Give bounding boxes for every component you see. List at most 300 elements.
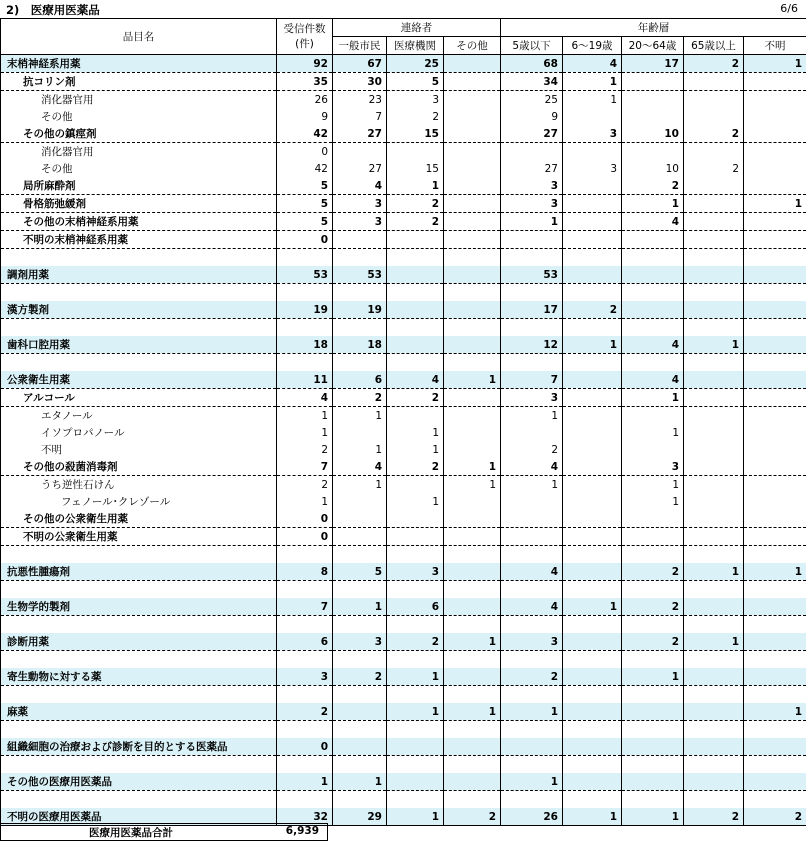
- row-value: [444, 773, 501, 791]
- row-value: [444, 493, 501, 510]
- column-group-contact: 連絡者: [333, 19, 501, 37]
- row-value: [684, 407, 744, 425]
- row-name: 生物学的製剤: [1, 598, 277, 616]
- spacer-cell: [622, 756, 684, 774]
- table-row: [1, 177, 806, 195]
- spacer-cell: [684, 651, 744, 669]
- row-value: [444, 301, 501, 319]
- row-value: [444, 336, 501, 354]
- row-value: [744, 160, 806, 177]
- row-value: 30: [333, 73, 387, 91]
- row-value: [744, 493, 806, 510]
- column-header-public: 一般市民: [333, 37, 387, 55]
- spacer-cell: [622, 721, 684, 739]
- spacer-row: [1, 319, 806, 337]
- spacer-cell: [444, 756, 501, 774]
- row-value: [684, 668, 744, 686]
- row-name: 漢方製剤: [1, 301, 277, 319]
- row-value: 19: [333, 301, 387, 319]
- table-row: [1, 389, 806, 407]
- row-value: 3: [333, 633, 387, 651]
- row-value: 7: [333, 108, 387, 125]
- row-value: 1: [387, 493, 444, 510]
- table-row: [1, 528, 806, 546]
- spacer-cell: [563, 721, 622, 739]
- spacer-cell: [684, 354, 744, 372]
- row-value: [622, 773, 684, 791]
- spacer-cell: [333, 756, 387, 774]
- grand-total-label: 医療用医薬品合計: [89, 827, 173, 839]
- spacer-cell: [684, 721, 744, 739]
- row-value: 19: [277, 301, 333, 319]
- table-row: [1, 493, 806, 510]
- row-value: 3: [563, 125, 622, 143]
- row-value: [744, 213, 806, 231]
- row-value: 6: [277, 633, 333, 651]
- spacer-cell: [684, 249, 744, 267]
- row-value: 2: [277, 703, 333, 721]
- row-value: 1: [387, 703, 444, 721]
- table-row: [1, 738, 806, 756]
- row-value: 2: [387, 389, 444, 407]
- row-value: 4: [622, 336, 684, 354]
- spacer-cell: [501, 686, 563, 704]
- row-value: [744, 371, 806, 389]
- row-value: [744, 301, 806, 319]
- row-value: [744, 738, 806, 756]
- spacer-cell: [444, 581, 501, 599]
- row-value: 2: [387, 108, 444, 125]
- row-value: 2: [684, 125, 744, 143]
- spacer-cell: [387, 616, 444, 634]
- spacer-cell: [563, 581, 622, 599]
- row-value: [622, 143, 684, 161]
- row-value: 2: [444, 808, 501, 826]
- spacer-row: [1, 721, 806, 739]
- row-value: 11: [277, 371, 333, 389]
- row-value: [684, 458, 744, 476]
- spacer-cell: [684, 756, 744, 774]
- row-value: [563, 195, 622, 213]
- row-name: その他の医療用医薬品: [1, 773, 277, 791]
- row-value: [744, 476, 806, 494]
- row-value: [744, 143, 806, 161]
- row-value: [387, 738, 444, 756]
- spacer-cell: [744, 791, 806, 809]
- spacer-cell: [744, 249, 806, 267]
- row-value: 53: [277, 266, 333, 284]
- column-header-count: 受信件数 (件): [277, 19, 333, 55]
- row-value: [501, 231, 563, 249]
- row-value: 5: [387, 73, 444, 91]
- row-value: 3: [501, 389, 563, 407]
- row-value: 1: [277, 407, 333, 425]
- row-value: [684, 424, 744, 441]
- spacer-cell: [387, 546, 444, 564]
- row-value: 6: [387, 598, 444, 616]
- row-value: [444, 143, 501, 161]
- row-value: [444, 407, 501, 425]
- row-value: 5: [277, 177, 333, 195]
- row-value: 4: [333, 458, 387, 476]
- row-value: 4: [501, 598, 563, 616]
- row-value: 1: [444, 458, 501, 476]
- row-value: [684, 143, 744, 161]
- spacer-cell: [563, 319, 622, 337]
- row-value: 29: [333, 808, 387, 826]
- row-name: 公衆衛生用薬: [1, 371, 277, 389]
- row-value: 3: [387, 563, 444, 581]
- row-value: [444, 91, 501, 109]
- row-value: [501, 143, 563, 161]
- row-value: 2: [277, 476, 333, 494]
- row-value: [744, 266, 806, 284]
- row-value: [563, 108, 622, 125]
- row-value: 18: [277, 336, 333, 354]
- row-value: [744, 91, 806, 109]
- row-value: 2: [563, 301, 622, 319]
- spacer-cell: [277, 319, 333, 337]
- spacer-row: [1, 354, 806, 372]
- row-value: [744, 108, 806, 125]
- row-value: [563, 407, 622, 425]
- row-value: 2: [501, 668, 563, 686]
- table-row: [1, 213, 806, 231]
- row-value: [444, 177, 501, 195]
- row-value: 2: [684, 808, 744, 826]
- row-value: 4: [333, 177, 387, 195]
- row-value: [387, 143, 444, 161]
- row-value: [444, 563, 501, 581]
- row-value: 1: [277, 493, 333, 510]
- row-value: [563, 563, 622, 581]
- row-value: 15: [387, 160, 444, 177]
- grand-total-box: [0, 823, 328, 841]
- row-value: [563, 510, 622, 528]
- spacer-cell: [501, 721, 563, 739]
- row-value: 1: [563, 808, 622, 826]
- spacer-cell: [444, 791, 501, 809]
- row-value: [744, 336, 806, 354]
- spacer-cell: [622, 791, 684, 809]
- row-value: [444, 424, 501, 441]
- grand-total-value: 6,939: [285, 825, 319, 837]
- row-value: [444, 73, 501, 91]
- row-value: [333, 528, 387, 546]
- row-value: [684, 528, 744, 546]
- spacer-row: [1, 651, 806, 669]
- spacer-cell: [444, 616, 501, 634]
- row-value: [622, 91, 684, 109]
- row-value: 1: [622, 808, 684, 826]
- row-value: 3: [333, 195, 387, 213]
- row-value: 3: [563, 160, 622, 177]
- spacer-cell: [563, 284, 622, 302]
- row-value: [444, 231, 501, 249]
- row-value: 2: [333, 668, 387, 686]
- table-row: [1, 371, 806, 389]
- row-value: [333, 493, 387, 510]
- spacer-cell: [277, 651, 333, 669]
- spacer-cell: [444, 284, 501, 302]
- table-row: [1, 441, 806, 458]
- row-value: [387, 773, 444, 791]
- row-value: 1: [387, 808, 444, 826]
- spacer-cell: [501, 354, 563, 372]
- row-value: 1: [387, 441, 444, 458]
- row-value: [744, 458, 806, 476]
- row-value: [563, 143, 622, 161]
- row-value: [501, 738, 563, 756]
- row-value: 1: [744, 563, 806, 581]
- row-value: [563, 424, 622, 441]
- row-value: 1: [387, 668, 444, 686]
- spacer-cell: [1, 546, 277, 564]
- row-value: 3: [501, 633, 563, 651]
- row-name: 寄生動物に対する薬: [1, 668, 277, 686]
- row-value: 1: [501, 213, 563, 231]
- row-value: [684, 598, 744, 616]
- table-row: [1, 143, 806, 161]
- row-value: [563, 213, 622, 231]
- spacer-cell: [277, 284, 333, 302]
- spacer-cell: [744, 354, 806, 372]
- spacer-cell: [1, 651, 277, 669]
- row-value: 1: [333, 598, 387, 616]
- spacer-cell: [563, 756, 622, 774]
- row-value: 1: [622, 493, 684, 510]
- row-value: [444, 510, 501, 528]
- spacer-cell: [744, 546, 806, 564]
- row-value: [684, 108, 744, 125]
- spacer-cell: [333, 249, 387, 267]
- row-value: 18: [333, 336, 387, 354]
- spacer-cell: [277, 249, 333, 267]
- spacer-cell: [1, 319, 277, 337]
- row-value: 4: [277, 389, 333, 407]
- row-value: [622, 407, 684, 425]
- spacer-cell: [744, 651, 806, 669]
- spacer-cell: [387, 319, 444, 337]
- row-name: 麻薬: [1, 703, 277, 721]
- spacer-cell: [1, 616, 277, 634]
- table-row: [1, 195, 806, 213]
- row-name: 歯科口腔用薬: [1, 336, 277, 354]
- row-value: [684, 91, 744, 109]
- row-value: [387, 407, 444, 425]
- spacer-cell: [744, 616, 806, 634]
- row-value: [744, 73, 806, 91]
- row-value: 2: [684, 160, 744, 177]
- spacer-cell: [501, 651, 563, 669]
- spacer-cell: [444, 686, 501, 704]
- row-value: 1: [277, 424, 333, 441]
- row-value: 23: [333, 91, 387, 109]
- table-row: [1, 73, 806, 91]
- column-header-age-under5: 5歳以下: [501, 37, 563, 55]
- row-value: [444, 195, 501, 213]
- spacer-row: [1, 581, 806, 599]
- row-name: その他の末梢神経系用薬: [1, 213, 277, 231]
- spacer-cell: [333, 354, 387, 372]
- row-value: [333, 703, 387, 721]
- row-value: [684, 231, 744, 249]
- inquiry-table: [0, 18, 806, 826]
- row-name: 末梢神経系用薬: [1, 55, 277, 73]
- row-name: その他: [1, 108, 277, 125]
- spacer-cell: [333, 546, 387, 564]
- row-value: 0: [277, 738, 333, 756]
- table-row: [1, 424, 806, 441]
- row-value: 7: [277, 458, 333, 476]
- row-value: 1: [501, 407, 563, 425]
- row-value: [444, 108, 501, 125]
- row-value: [622, 301, 684, 319]
- row-value: 1: [563, 336, 622, 354]
- row-value: [744, 598, 806, 616]
- row-value: [563, 441, 622, 458]
- row-value: [684, 177, 744, 195]
- row-value: [684, 441, 744, 458]
- row-value: [563, 703, 622, 721]
- spacer-cell: [622, 354, 684, 372]
- spacer-row: [1, 284, 806, 302]
- row-name: その他: [1, 160, 277, 177]
- spacer-cell: [684, 791, 744, 809]
- row-value: 1: [444, 371, 501, 389]
- row-name: イソプロパノール: [1, 424, 277, 441]
- table-row: [1, 231, 806, 249]
- row-value: 26: [277, 91, 333, 109]
- row-value: 1: [444, 476, 501, 494]
- row-value: 2: [387, 633, 444, 651]
- row-value: 1: [387, 424, 444, 441]
- row-value: [684, 195, 744, 213]
- row-value: [563, 476, 622, 494]
- row-value: [444, 55, 501, 73]
- row-value: 1: [622, 195, 684, 213]
- spacer-cell: [622, 249, 684, 267]
- row-value: [622, 73, 684, 91]
- row-value: 2: [387, 213, 444, 231]
- row-value: [333, 424, 387, 441]
- spacer-cell: [501, 791, 563, 809]
- row-value: [744, 424, 806, 441]
- row-value: [744, 773, 806, 791]
- row-name: 不明の医療用医薬品: [1, 808, 277, 826]
- row-value: 1: [333, 773, 387, 791]
- row-value: 1: [501, 773, 563, 791]
- row-value: 12: [501, 336, 563, 354]
- row-name: その他の鎮痙剤: [1, 125, 277, 143]
- row-value: [622, 510, 684, 528]
- spacer-cell: [563, 249, 622, 267]
- row-name: 抗コリン剤: [1, 73, 277, 91]
- row-value: [622, 266, 684, 284]
- spacer-cell: [622, 546, 684, 564]
- spacer-cell: [333, 284, 387, 302]
- spacer-cell: [387, 756, 444, 774]
- row-value: 1: [684, 563, 744, 581]
- spacer-cell: [333, 581, 387, 599]
- column-header-age-65plus: 65歳以上: [684, 37, 744, 55]
- spacer-cell: [277, 581, 333, 599]
- spacer-cell: [333, 686, 387, 704]
- spacer-row: [1, 546, 806, 564]
- row-name: 消化器官用: [1, 91, 277, 109]
- row-value: 9: [501, 108, 563, 125]
- row-value: 4: [622, 371, 684, 389]
- row-name: 局所麻酔剤: [1, 177, 277, 195]
- row-value: [444, 389, 501, 407]
- row-value: [563, 528, 622, 546]
- row-name: うち逆性石けん: [1, 476, 277, 494]
- row-value: 2: [684, 55, 744, 73]
- row-value: 27: [501, 160, 563, 177]
- spacer-cell: [277, 756, 333, 774]
- row-value: [744, 441, 806, 458]
- spacer-cell: [1, 756, 277, 774]
- table-row: [1, 108, 806, 125]
- column-header-medical: 医療機関: [387, 37, 444, 55]
- table-row: [1, 55, 806, 73]
- row-value: [501, 424, 563, 441]
- spacer-row: [1, 791, 806, 809]
- table-row: [1, 160, 806, 177]
- row-value: 15: [387, 125, 444, 143]
- spacer-cell: [622, 284, 684, 302]
- spacer-cell: [333, 651, 387, 669]
- table-row: [1, 301, 806, 319]
- row-value: [744, 125, 806, 143]
- row-value: [444, 160, 501, 177]
- row-name: 骨格筋弛緩剤: [1, 195, 277, 213]
- row-value: 1: [622, 424, 684, 441]
- row-value: [563, 371, 622, 389]
- spacer-cell: [501, 581, 563, 599]
- spacer-row: [1, 616, 806, 634]
- row-value: [744, 528, 806, 546]
- row-value: 27: [333, 125, 387, 143]
- row-value: 2: [744, 808, 806, 826]
- table-row: [1, 125, 806, 143]
- row-value: 7: [501, 371, 563, 389]
- row-value: [744, 177, 806, 195]
- row-value: [744, 407, 806, 425]
- column-header-age-6-19: 6～19歳: [563, 37, 622, 55]
- row-value: [563, 738, 622, 756]
- spacer-cell: [1, 791, 277, 809]
- spacer-cell: [387, 354, 444, 372]
- column-group-age: 年齢層: [501, 19, 806, 37]
- row-value: [684, 476, 744, 494]
- row-value: [744, 633, 806, 651]
- table-body: [1, 55, 806, 826]
- spacer-cell: [684, 686, 744, 704]
- row-value: 53: [333, 266, 387, 284]
- spacer-cell: [622, 651, 684, 669]
- section-title: 2) 医療用医薬品: [6, 3, 100, 17]
- row-value: 9: [277, 108, 333, 125]
- row-value: 53: [501, 266, 563, 284]
- row-value: [333, 231, 387, 249]
- row-value: [563, 177, 622, 195]
- row-value: 0: [277, 143, 333, 161]
- spacer-cell: [744, 581, 806, 599]
- row-value: 2: [501, 441, 563, 458]
- row-value: 1: [622, 389, 684, 407]
- row-value: [387, 266, 444, 284]
